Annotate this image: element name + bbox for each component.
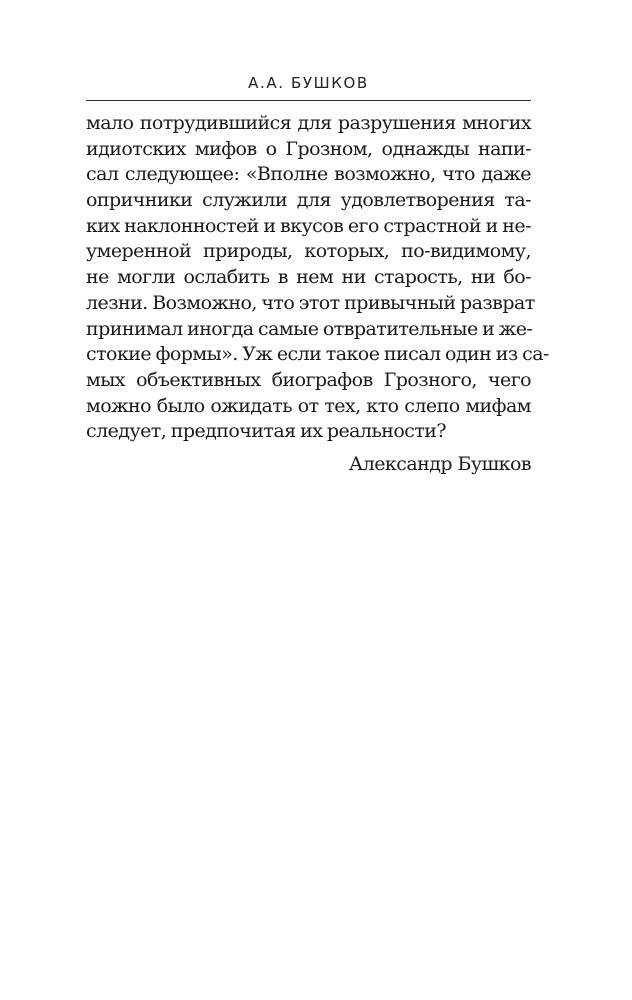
text-line: сал следующее: «Вполне возможно, что даже — [86, 163, 531, 186]
text-line: стокие формы». Уж если такое писал один из са- — [86, 343, 549, 366]
text-line: мало потрудившийся для разрушения многих — [86, 112, 531, 134]
text-line: можно было ожидать от тех, кто слепо мифам — [86, 394, 531, 417]
text-line: мых объективных биографов Грозного, чего — [86, 368, 531, 391]
text-line: умеренной природы, которых, по-видимому, — [86, 240, 531, 263]
text-line: идиотских мифов о Грозном, однажды напи- — [86, 137, 531, 160]
text-line: опричники служили для удовлетворения та- — [86, 189, 531, 212]
body-paragraph — [86, 111, 549, 445]
author-signature: Александр Бушков — [348, 453, 531, 475]
text-line: лезни. Возможно, что этот привычный разврат — [86, 291, 535, 314]
header-rule — [86, 100, 531, 101]
text-line: принимал иногда самые отвратительные и же- — [86, 317, 533, 340]
text-line: следует, предпочитая их реальности? — [86, 420, 447, 443]
text-line: ких наклонностей и вкусов его страстной и не- — [86, 214, 531, 237]
text-line: не могли ослабить в нем ни старость, ни бо- — [86, 266, 531, 289]
running-head: А.А. БУШКОВ — [248, 74, 369, 92]
